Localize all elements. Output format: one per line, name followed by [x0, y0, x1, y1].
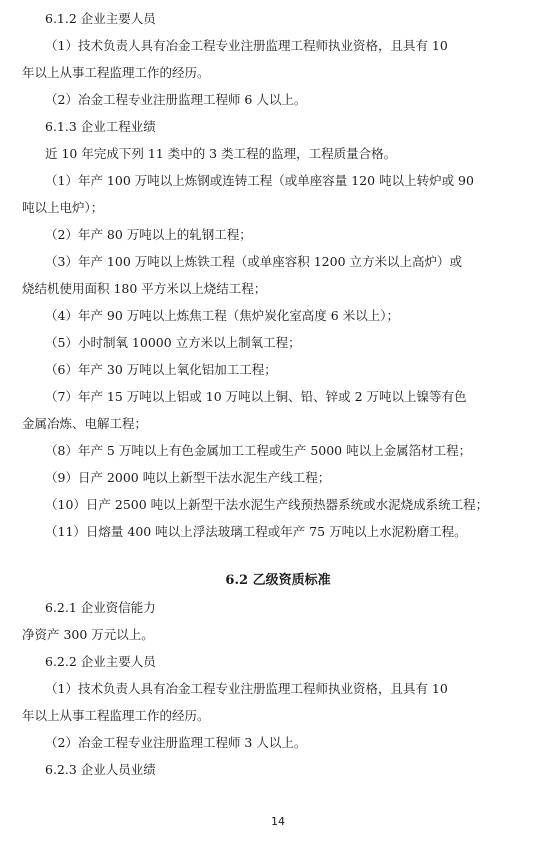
heading-6-2-2: 6.2.2 企业主要人员 [45, 654, 156, 669]
list-item-continuation: 吨以上电炉）； [22, 200, 104, 215]
list-item: （1）年产 100 万吨以上炼钢或连铸工程（或单座容量 120 吨以上转炉或 90 [45, 173, 474, 188]
heading-6-2-3: 6.2.3 企业人员业绩 [45, 762, 156, 777]
paragraph-line: （1）技术负责人具有冶金工程专业注册监理工程师执业资格，且具有 10 [45, 38, 448, 53]
list-item: （9）日产 2000 吨以上新型干法水泥生产线工程； [45, 470, 331, 485]
heading-6-2-1: 6.2.1 企业资信能力 [45, 600, 156, 615]
list-item: （11）日熔量 400 吨以上浮法玻璃工程或年产 75 万吨以上水泥粉磨工程。 [45, 524, 467, 539]
paragraph-line: （1）技术负责人具有冶金工程专业注册监理工程师执业资格，且具有 10 [45, 681, 448, 696]
paragraph-line: 净资产 300 万元以上。 [22, 627, 154, 642]
section-heading-6-2: 6.2 乙级资质标准 [225, 573, 331, 588]
list-item: （2）年产 80 万吨以上的轧钢工程； [45, 227, 252, 242]
list-item-continuation: 金属冶炼、电解工程； [22, 416, 148, 431]
list-item: （3）年产 100 万吨以上炼铁工程（或单座容积 1200 立方米以上高炉）或 [45, 254, 463, 269]
list-item: （4）年产 90 万吨以上炼焦工程（焦炉炭化室高度 6 米以上）； [45, 308, 399, 323]
paragraph-line: （2）冶金工程专业注册监理工程师 3 人以上。 [45, 735, 307, 750]
paragraph-line: 近 10 年完成下列 11 类中的 3 类工程的监理，工程质量合格。 [45, 146, 397, 161]
list-item: （5）小时制氧 10000 立方米以上制氧工程； [45, 335, 301, 350]
list-item-continuation: 烧结机使用面积 180 平方米以上烧结工程； [22, 281, 267, 296]
paragraph-line: （2）冶金工程专业注册监理工程师 6 人以上。 [45, 92, 307, 107]
heading-6-1-3: 6.1.3 企业工程业绩 [45, 119, 156, 134]
paragraph-line: 年以上从事工程监理工作的经历。 [22, 708, 210, 723]
list-item: （8）年产 5 万吨以上有色金属加工工程或生产 5000 吨以上金属箔材工程； [45, 443, 472, 458]
page-number: 14 [271, 815, 285, 828]
list-item: （7）年产 15 万吨以上铝或 10 万吨以上铜、铅、锌或 2 万吨以上镍等有色 [45, 389, 467, 404]
list-item: （10）日产 2500 吨以上新型干法水泥生产线预热器系统或水泥烧成系统工程； [45, 497, 489, 512]
heading-6-1-2: 6.1.2 企业主要人员 [45, 11, 156, 26]
list-item: （6）年产 30 万吨以上氧化铝加工工程； [45, 362, 277, 377]
paragraph-line: 年以上从事工程监理工作的经历。 [22, 65, 210, 80]
